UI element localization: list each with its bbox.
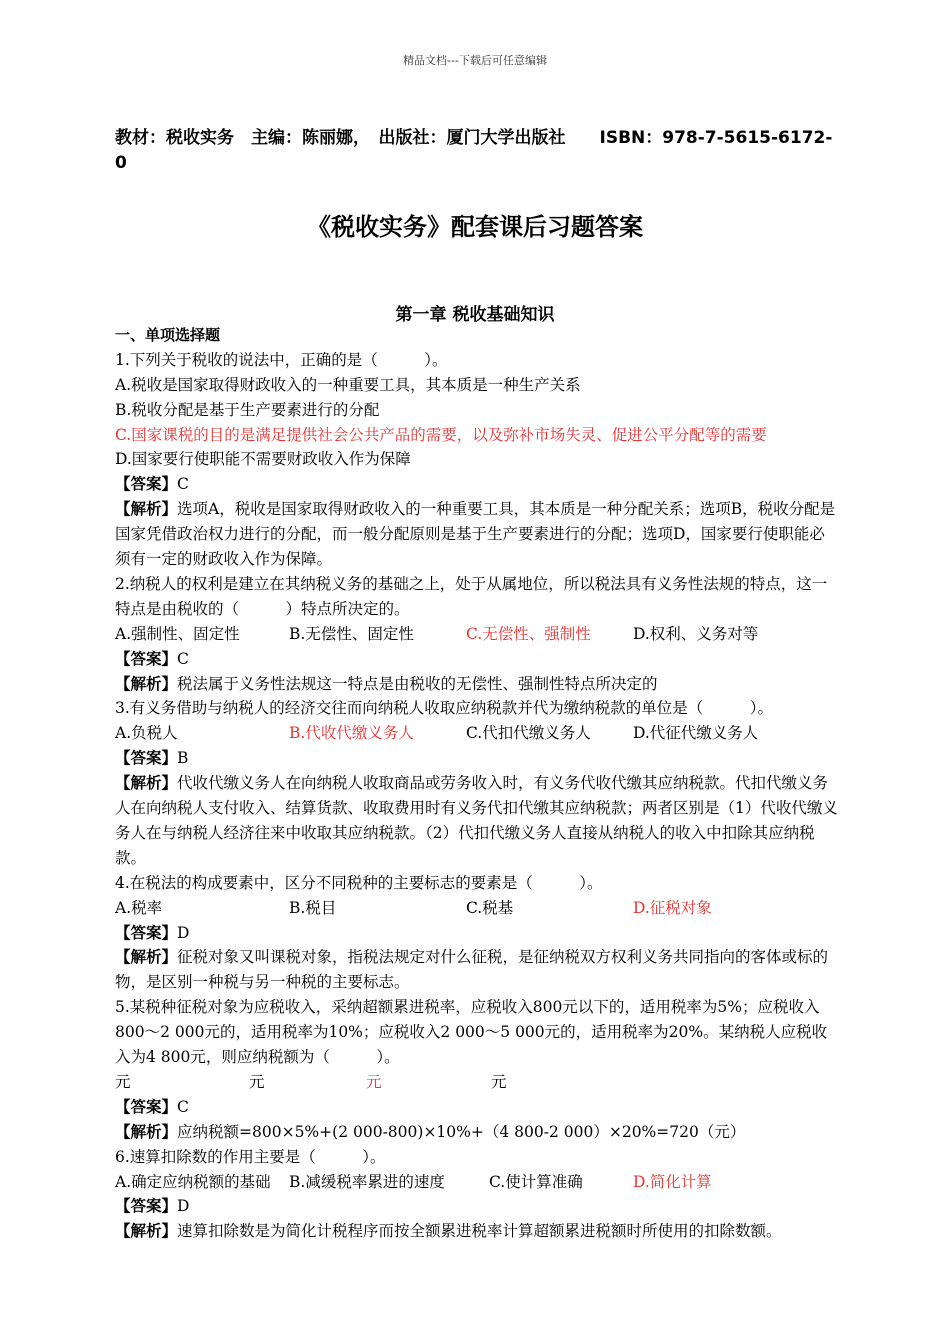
answer-value: B bbox=[177, 749, 189, 768]
answer-value: C bbox=[177, 649, 189, 668]
option-b: B.税目 bbox=[289, 898, 337, 917]
options-row bbox=[115, 1070, 840, 1095]
analysis-row bbox=[115, 672, 840, 697]
option-d: D.国家要行使职能不需要财政收入作为保障 bbox=[115, 450, 411, 469]
answer-label: 【答案】 bbox=[115, 1097, 178, 1116]
option-b: B.税收分配是基于生产要素进行的分配 bbox=[115, 400, 380, 419]
answer-label: 【答案】 bbox=[115, 923, 178, 942]
option-c-correct: C.无偿性、强制性 bbox=[466, 624, 591, 643]
analysis-text: 征税对象又叫课税对象，指税法规定对什么征税，是征纳税双方权利义务共同指向的客体或标的物，是区别一种税与另一种税的主要标志。 bbox=[115, 948, 829, 992]
analysis-label: 【解析】 bbox=[115, 948, 178, 967]
document-title: 《税收实务》配套课后习题答案 bbox=[307, 213, 643, 241]
answer-row bbox=[115, 746, 840, 771]
options-row bbox=[115, 1170, 840, 1195]
option-c: C.代扣代缴义务人 bbox=[466, 724, 591, 743]
option-a: A.确定应纳税额的基础 bbox=[115, 1172, 271, 1191]
analysis-row bbox=[115, 1120, 840, 1145]
analysis-label: 【解析】 bbox=[115, 500, 178, 519]
answer-label: 【答案】 bbox=[115, 475, 178, 494]
option-d: D.代征代缴义务人 bbox=[633, 724, 759, 743]
header-note: 精品文档---下载后可任意编辑 bbox=[403, 54, 547, 67]
answer-value: D bbox=[177, 923, 190, 942]
question-stem: 3.有义务借助与纳税人的经济交往而向纳税人收取应纳税款并代为缴纳税款的单位是（ ）。 bbox=[115, 699, 774, 718]
answer-label: 【答案】 bbox=[115, 649, 178, 668]
answer-row bbox=[115, 1095, 840, 1120]
analysis-row bbox=[115, 945, 840, 995]
analysis-label: 【解析】 bbox=[115, 1222, 178, 1241]
option-c-correct: 元 bbox=[366, 1072, 382, 1091]
option-a: A.负税人 bbox=[115, 724, 178, 743]
answer-row bbox=[115, 647, 840, 672]
chapter-title: 第一章 税收基础知识 bbox=[395, 305, 555, 325]
analysis-text: 税法属于义务性法规这一特点是由税收的无偿性、强制性特点所决定的 bbox=[177, 674, 658, 693]
analysis-text: 代收代缴义务人在向纳税人收取商品或劳务收入时，有义务代收代缴其应纳税款。代扣代缴义务人在向纳税人支付收入、结算货款、收取费用时有义务代扣代缴其应纳税款；两者区别是（1）代收代缴义务人在与纳税人经济往来中收取其应纳税款。（2）代扣代缴义务人直接从纳税人的收入中扣除其应纳税款。 bbox=[115, 774, 838, 867]
analysis-text: 应纳税额=800×5%+(2 000-800)×10%+（4 800-2 000）×20%=720（元） bbox=[177, 1122, 746, 1141]
section-title: 一、单项选择题 bbox=[115, 326, 221, 344]
options-row bbox=[115, 721, 840, 746]
answer-value: C bbox=[177, 475, 189, 494]
answer-label: 【答案】 bbox=[115, 1197, 178, 1216]
option-b: 元 bbox=[249, 1072, 265, 1091]
analysis-label: 【解析】 bbox=[115, 674, 178, 693]
option-c-correct: C.国家课税的目的是满足提供社会公共产品的需要，以及弥补市场失灵、促进公平分配等的需要 bbox=[115, 425, 767, 444]
analysis-text: 速算扣除数是为简化计税程序而按全额累进税率计算超额累进税额时所使用的扣除数额。 bbox=[177, 1222, 782, 1241]
book-info: 教材：税收实务 主编：陈丽娜， 出版社：厦门大学出版社 ISBN：978-7-5615-6172-0 bbox=[115, 128, 833, 173]
analysis-row bbox=[115, 771, 840, 871]
option-b-correct: B.代收代缴义务人 bbox=[289, 724, 414, 743]
option-c: C.税基 bbox=[466, 898, 514, 917]
question-stem: 6.速算扣除数的作用主要是（ ）。 bbox=[115, 1147, 386, 1166]
analysis-row bbox=[115, 1219, 840, 1244]
analysis-label: 【解析】 bbox=[115, 774, 178, 793]
options-row bbox=[115, 622, 840, 647]
analysis-text: 选项A，税收是国家取得财政收入的一种重要工具，其本质是一种分配关系；选项B，税收分配是国家凭借政治权力进行的分配，而一般分配原则是基于生产要素进行的分配；选项D，国家要行使职能必须有一定的财政收入作为保障。 bbox=[115, 500, 836, 569]
option-a: 元 bbox=[115, 1072, 131, 1091]
analysis-row bbox=[115, 497, 840, 572]
option-a: A.税率 bbox=[115, 898, 163, 917]
question-stem: 1.下列关于税收的说法中，正确的是（ ）。 bbox=[115, 350, 448, 369]
question-stem: 2.纳税人的权利是建立在其纳税义务的基础之上，处于从属地位，所以税法具有义务性法规的特点，这一特点是由税收的（ ）特点所决定的。 bbox=[115, 574, 828, 618]
answer-value: D bbox=[177, 1197, 190, 1216]
option-c: C.使计算准确 bbox=[489, 1172, 583, 1191]
answer-value: C bbox=[177, 1097, 189, 1116]
option-d-correct: D.简化计算 bbox=[633, 1172, 712, 1191]
analysis-label: 【解析】 bbox=[115, 1122, 178, 1141]
option-d: 元 bbox=[491, 1072, 507, 1091]
option-a: A.强制性、固定性 bbox=[115, 624, 240, 643]
answer-row bbox=[115, 472, 840, 497]
option-a: A.税收是国家取得财政收入的一种重要工具，其本质是一种生产关系 bbox=[115, 375, 581, 394]
answer-label: 【答案】 bbox=[115, 749, 178, 768]
option-d-correct: D.征税对象 bbox=[633, 898, 712, 917]
answer-row bbox=[115, 921, 840, 946]
question-stem: 4.在税法的构成要素中，区分不同税种的主要标志的要素是（ ）。 bbox=[115, 873, 603, 892]
question-list bbox=[115, 323, 840, 1244]
answer-row bbox=[115, 1194, 840, 1219]
question-stem: 5.某税种征税对象为应税收入，采纳超额累进税率，应税收入800元以下的，适用税率为5%；应税收入800～2 000元的，适用税率为10%；应税收入2 000～5 000元的，适用税率为20%。某纳税人应税收入为4 800元，则应纳税额为（ ）。 bbox=[115, 998, 828, 1067]
option-b: B.无偿性、固定性 bbox=[289, 624, 414, 643]
option-b: B.减缓税率累进的速度 bbox=[289, 1172, 445, 1191]
option-d: D.权利、义务对等 bbox=[633, 624, 759, 643]
options-row bbox=[115, 896, 840, 921]
